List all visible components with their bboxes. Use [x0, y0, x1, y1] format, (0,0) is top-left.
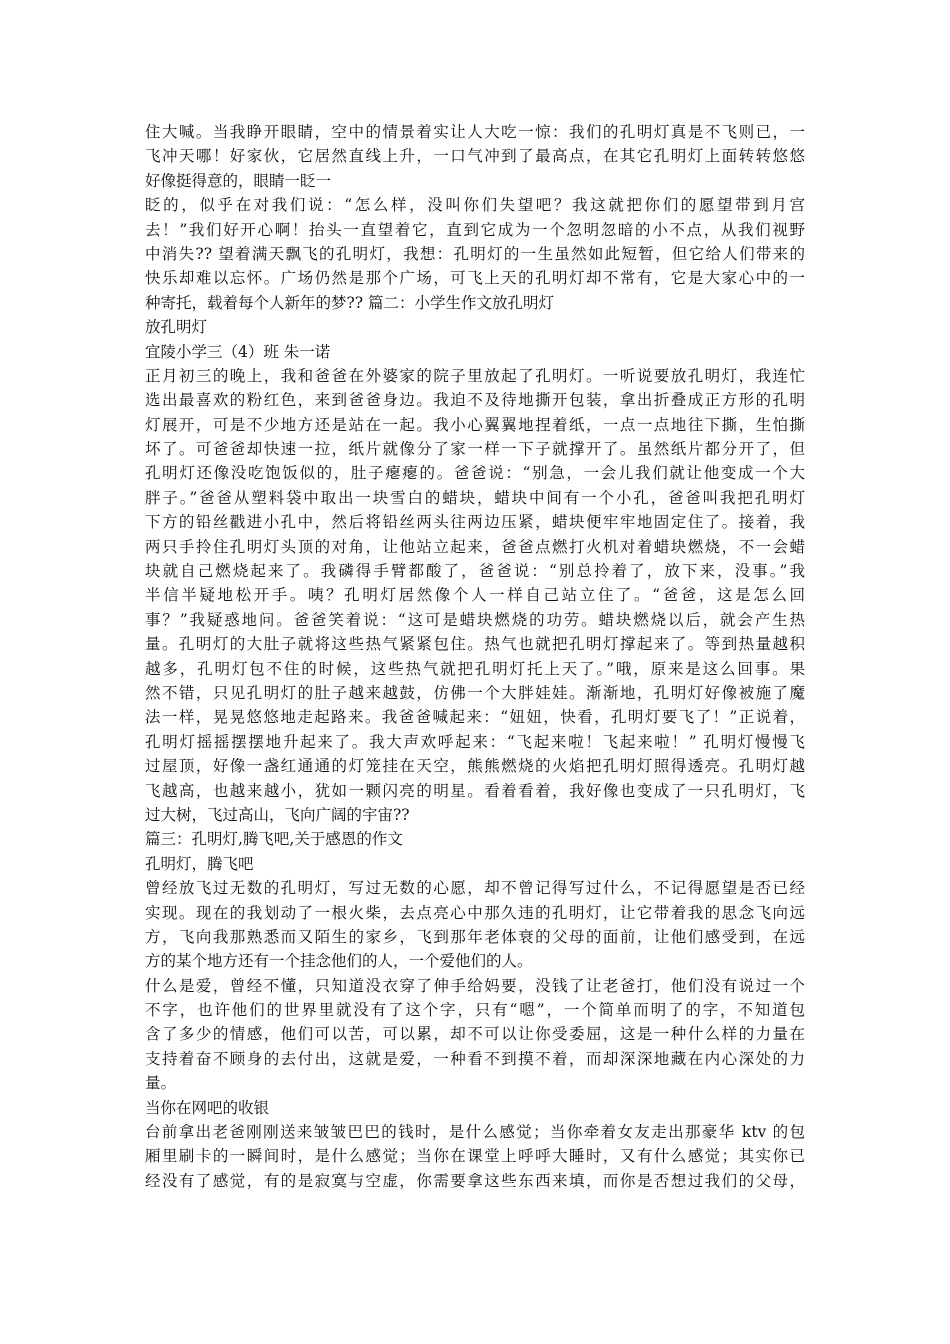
text-line: 宜陵小学三（4）班 朱一诺: [145, 342, 331, 361]
text-line: 两只手拎住孔明灯头顶的对角，让他站立起来，爸爸点燃打火机对着蜡块燃烧，不一会蜡: [145, 537, 805, 556]
text-line: 越多，孔明灯包不住的时候，这些热气就把孔明灯托上天了。”哦，原来是这么回事。果: [145, 659, 805, 678]
text-line: 什么是爱，曾经不懂，只知道没衣穿了伸手给妈要，没钱了让老爸打，他们没有说过一个: [145, 976, 805, 995]
text-line: 飞越高，也越来越小，犹如一颗闪亮的明星。看着看着，我好像也变成了一只孔明灯，飞: [145, 781, 805, 800]
text-line: 飞冲天哪！好家伙，它居然直线上升，一口气冲到了最高点，在其它孔明灯上面转转悠悠: [145, 147, 805, 166]
text-line: 胖子。”爸爸从塑料袋中取出一块雪白的蜡块，蜡块中间有一个小孔，爸爸叫我把孔明灯: [145, 488, 805, 507]
text-line: 量。孔明灯的大肚子就将这些热气紧紧包住。热气也就把孔明灯撑起来了。等到热量越积: [145, 635, 805, 654]
text-line: 好像挺得意的，眼睛一眨一: [145, 171, 332, 190]
text-line: 曾经放飞过无数的孔明灯，写过无数的心愿，却不曾记得写过什么，不记得愿望是否已经: [145, 879, 805, 898]
text-line: 选出最喜欢的粉红色，来到爸爸身边。我迫不及待地撕开包装，拿出折叠成正方形的孔明: [145, 391, 805, 410]
text-line: 灯展开，可是不少地方还是站在一起。我小心翼翼地捏着纸，一点一点地往下撕，生怕撕: [145, 415, 805, 434]
text-line: 正月初三的晚上，我和爸爸在外婆家的院子里放起了孔明灯。一听说要放孔明灯，我连忙: [145, 366, 805, 385]
text-line: 量。: [145, 1074, 177, 1093]
text-line: 厢里刷卡的一瞬间时，是什么感觉；当你在课堂上呼呼大睡时，又有什么感觉；其实你已: [145, 1147, 805, 1166]
text-line: 孔明灯摇摇摆摆地升起来了。我大声欢呼起来：“飞起来啦！飞起来啦！” 孔明灯慢慢飞: [145, 732, 805, 751]
text-line: 下方的铅丝戳进小孔中，然后将铅丝两头往两边压紧，蜡块便牢牢地固定住了。接着，我: [145, 513, 805, 532]
text-line: 事？”我疑惑地问。爸爸笑着说：“这可是蜡块燃烧的功劳。蜡块燃烧以后，就会产生热: [145, 610, 805, 629]
text-line: 实现。现在的我划动了一根火柴，去点亮心中那久违的孔明灯，让它带着我的思念飞向远: [145, 903, 805, 922]
text-line: 块就自己燃烧起来了。我磷得手臂都酸了，爸爸说：“别总拎着了，放下来，没事。”我: [145, 562, 805, 581]
text-line: 快乐却难以忘怀。广场仍然是那个广场，可飞上天的孔明灯却不常有，它是大家心中的一: [145, 269, 805, 288]
text-line: 住大喊。当我睁开眼睛，空中的情景着实让人大吃一惊：我们的孔明灯真是不飞则已，一: [145, 123, 805, 141]
text-line: 经没有了感觉，有的是寂寞与空虚，你需要拿这些东西来填，而你是否想过我们的父母，: [145, 1171, 805, 1190]
text-line: 台前拿出老爸刚刚送来皱皱巴巴的钱时，是什么感觉；当你牵着女友走出那豪华 ktv 的包: [145, 1123, 805, 1142]
text-line: 不字，也许他们的世界里就没有了这个字，只有“嗯”，一个简单而明了的字，不知道包: [145, 1001, 805, 1020]
document-page: [145, 120, 805, 1193]
text-line: 当你在网吧的收银: [145, 1098, 270, 1117]
text-line: 篇三：孔明灯,腾飞吧,关于感恩的作文: [145, 830, 403, 849]
text-line: 过大树，飞过高山，飞向广阔的宇宙??: [145, 805, 410, 824]
text-line: 然不错，只见孔明灯的肚子越来越鼓，仿佛一个大胖娃娃。渐渐地，孔明灯好像被施了魔: [145, 683, 805, 702]
text-line: 含了多少的情感，他们可以苦，可以累，却不可以让你受委屈，这是一种什么样的力量在: [145, 1025, 805, 1044]
text-line: 去！”我们好开心啊！抬头一直望着它，直到它成为一个忽明忽暗的小不点，从我们视野: [145, 220, 805, 239]
text-line: 中消失?? 望着满天飘飞的孔明灯，我想：孔明灯的一生虽然如此短暂，但它给人们带来的: [145, 244, 805, 263]
text-line: 支持着奋不顾身的去付出，这就是爱，一种看不到摸不着，而却深深地藏在内心深处的力: [145, 1049, 805, 1068]
text-line: 坏了。可爸爸却快速一拉，纸片就像分了家一样一下子就撑开了。虽然纸片都分开了，但: [145, 440, 805, 459]
text-line: 半信半疑地松开手。咦？孔明灯居然像个人一样自己站立住了。“爸爸，这是怎么回: [145, 586, 805, 605]
text-line: 孔明灯，腾飞吧: [145, 854, 254, 873]
text-line: 方，飞向我那熟悉而又陌生的家乡，飞到那年老体衰的父母的面前，让他们感受到，在远: [145, 927, 805, 946]
text-line: 孔明灯还像没吃饱饭似的，肚子瘪瘪的。爸爸说：“别急，一会儿我们就让他变成一个大: [145, 464, 805, 483]
text-line: 方的某个地方还有一个挂念他们的人，一个爱他们的人。: [145, 952, 533, 971]
text-line: 种寄托，载着每个人新年的梦?? 篇二：小学生作文放孔明灯: [145, 293, 555, 312]
text-line: 眨的，似乎在对我们说：“怎么样，没叫你们失望吧？我这就把你们的愿望带到月宫: [145, 196, 805, 215]
text-line: 放孔明灯: [145, 318, 208, 337]
text-line: 法一样，晃晃悠悠地走起路来。我爸爸喊起来：“妞妞，快看，孔明灯要飞了！”正说着，: [145, 708, 805, 727]
text-line: 过屋顶，好像一盏红通通的灯笼挂在天空，熊熊燃烧的火焰把孔明灯照得透亮。孔明灯越: [145, 757, 805, 776]
